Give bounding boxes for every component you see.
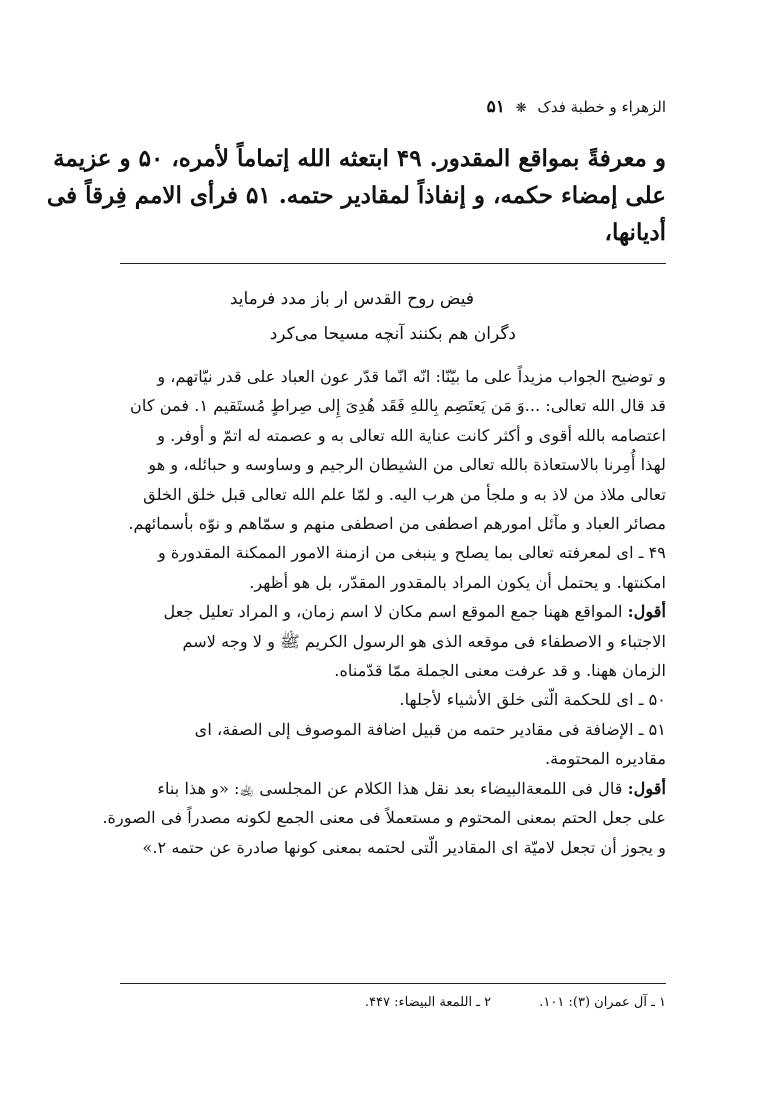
running-header xyxy=(487,97,666,119)
note-50-line: ۵۰ ـ اى للحكمة الّتى خلق الأشياء لأجلها. xyxy=(399,690,666,710)
star-ornament-icon: ❋ xyxy=(515,101,527,116)
aqul-paragraph-line xyxy=(120,597,666,626)
note-49-line: امكنتها. و يحتمل أن يكون المراد بالمقدور المقدّر، بل هو أظهر. xyxy=(249,572,666,592)
note-51-line: ۵۱ ـ الإضافة فى مقادير حتمه من قبيل اضافة الموصوف إلى الصفة، اى xyxy=(194,719,666,739)
commentary-line: اعتصامه بالله أقوى و أكثر كانت عناية الله تعالى به و عصمته له اتمّ و أوفر. و xyxy=(157,425,666,445)
aqul-paragraph-line: و يجوز أن تجعل لاميّة اى المقادير الّتى لحتمه بمعنى كونها صادرة عن حتمه ٢.» xyxy=(142,837,666,857)
note-49-line: ۴۹ ـ اى لمعرفته تعالى بما يصلح و ينبغى من ازمنة الامور الممكنة المقدورة و xyxy=(157,543,666,563)
header-title: الزهراء و خطبة فدک xyxy=(537,98,666,116)
footnote-rule xyxy=(120,983,666,984)
aqul-paragraph-line: على جعل الحتم بمعنى المحتوم و مستعملاً فى معنى الجمع لكونه مصدراً فى الصورة. xyxy=(102,808,666,828)
commentary-line: مصائر العباد و مآئل امورهم اصطفى من اصطفى منهم و سمّاهم و نوّه بأسمائهم. xyxy=(128,514,666,534)
footnote-1: ١ ـ آل عمران (٣): ١٠١. xyxy=(539,995,666,1010)
commentary-line: تعالى ملاذ من لاذ به و ملجأ من هرب اليه. و لمّا علم الله تعالى قبل خلق الخلق xyxy=(143,484,666,504)
aqul-text: المواقع ههنا جمع الموقع اسم مكان لا اسم زمان، و المراد تعليل جعل xyxy=(163,602,628,622)
aqul-paragraph-line: الاجتباء و الاصطفاء فى موقعه الذى هو الرسول الكريم ﷺ و لا وجه لاسم xyxy=(182,631,666,651)
sermon-line: و معرفةً بمواقع المقدور. ۴۹ ابتعثه الله إتماماً لأمره، ۵۰ و عزيمة xyxy=(53,145,666,172)
poem-line-2: دگران هم بكنند آنچه مسيحا مى‌كرد xyxy=(269,324,516,344)
page-number: ۵۱ xyxy=(486,97,505,117)
divider-rule xyxy=(120,263,666,264)
footnote-2: ٢ ـ اللمعة البيضاء: ۴۴٧. xyxy=(364,995,492,1010)
sermon-text xyxy=(46,140,666,251)
commentary-line: و توضيح الجواب مزيداً على ما بيّنّا: انّه انّما قدّر عون العباد على قدر نيّاتهم، و xyxy=(157,367,666,386)
commentary-line: قد قال الله تعالى: ...وَ مَن يَعتَصِم بِاللهِ فَقَد هُدِىَ إِلى صِراطٍ مُستَقيم ١. فمن كان xyxy=(130,396,666,416)
commentary-line: لهذا أُمِرنا بالاستعاذة بالله تعالى من الشيطان الرجيم و وساوسه و حبائله، و هو xyxy=(148,455,666,475)
document-page xyxy=(46,0,666,1098)
aqul-paragraph-line: الزمان ههنا. و قد عرفت معنى الجملة ممّا قدّمناه. xyxy=(334,661,666,681)
note-51-line: مقاديره المحتومة. xyxy=(544,749,666,769)
aqul-label: أقول: xyxy=(627,778,666,798)
footnotes xyxy=(120,994,666,1012)
commentary xyxy=(102,362,666,862)
aqul-paragraph-line xyxy=(120,774,666,803)
aqul-label: أقول: xyxy=(627,602,666,622)
aqul-text: قال فى اللمعةالبيضاء بعد نقل هذا الكلام عن المجلسى ﵀: «و هذا بناء xyxy=(157,778,628,798)
sermon-line: أديانها، xyxy=(604,219,666,246)
sermon-line: على إمضاء حكمه، و إنفاذاً لمقادير حتمه. ۵۱ فرأى الامم فِرقاً فى xyxy=(46,182,666,209)
poem-line-1: فيض روح القدس ار باز مدد فرمايد xyxy=(229,289,474,309)
